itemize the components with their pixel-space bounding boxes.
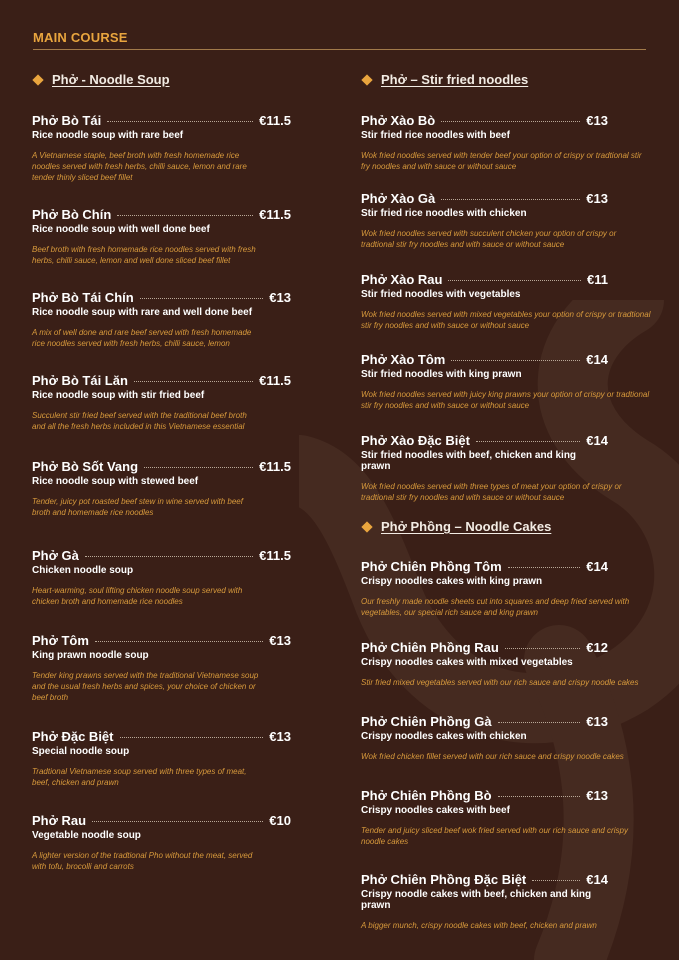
item-subtitle: Rice noodle soup with rare beef — [32, 130, 184, 141]
item-subtitle: Stir fried noodles with vegetables — [361, 289, 521, 300]
menu-item — [361, 788, 628, 847]
item-price: €11.5 — [259, 373, 291, 388]
dot-leader — [140, 298, 264, 299]
item-price: €14 — [586, 559, 608, 574]
dot-leader — [134, 381, 253, 382]
menu-item — [361, 714, 624, 762]
item-price: €10 — [269, 813, 291, 828]
item-description: A lighter version of the tradtional Pho without the meat, served with tofu, brocolli and carrots — [32, 851, 253, 871]
item-description: Wok fried noodles served with mixed vegetables your option of crispy or tradtional stir fry noodles and with sauce or without sauce — [361, 310, 651, 330]
item-description: Tender king prawns served with the traditional Vietnamese soup and the usual fresh herbs and spices, your choice of chicken or beef broth — [32, 671, 259, 702]
item-description: Wok fried chicken fillet served with our rich sauce and crispy noodle cakes — [361, 752, 624, 761]
section-title: Phở Phồng – Noodle Cakes — [381, 519, 552, 534]
dot-leader — [448, 280, 581, 281]
menu-item — [361, 352, 650, 411]
item-name: Phở Xào Đặc Biệt — [361, 433, 470, 448]
item-name: Phở Chiên Phồng Đặc Biệt — [361, 872, 527, 887]
item-price: €14 — [586, 433, 608, 448]
item-description: Tender and juicy sliced beef wok fried served with our rich sauce and crispy noodle cakes — [361, 826, 628, 846]
item-description: Heart-warming, soul lifting chicken noodle soup served with chicken broth and homemade rice noodles — [32, 586, 243, 606]
item-description: Stir fried mixed vegetables served with our rich sauce and crispy noodle cakes — [361, 678, 639, 687]
menu-item — [32, 207, 291, 266]
item-subtitle: Rice noodle soup with rare and well done beef — [32, 307, 253, 318]
item-subtitle: Stir fried noodles with king prawn — [361, 369, 522, 380]
dot-leader — [85, 556, 253, 557]
item-name: Phở Xào Tôm — [361, 352, 446, 367]
item-price: €13 — [269, 290, 291, 305]
dot-leader — [498, 722, 581, 723]
item-subtitle: Crispy noodles cakes with king prawn — [361, 576, 543, 587]
menu-item — [361, 433, 622, 503]
item-name: Phở Bò Sốt Vang — [32, 459, 139, 474]
menu-item — [361, 872, 608, 931]
item-price: €13 — [269, 729, 291, 744]
dot-leader — [117, 215, 253, 216]
item-price: €11 — [587, 272, 608, 287]
dot-leader — [532, 880, 580, 881]
item-price: €12 — [586, 640, 608, 655]
section-heading-noodle-soup — [32, 72, 170, 87]
menu-item — [32, 633, 291, 703]
item-price: €11.5 — [259, 459, 291, 474]
menu-item — [361, 640, 639, 688]
item-name: Phở Gà — [32, 548, 79, 563]
item-description: Wok fried noodles served with three types of meat your option of crispy or tradtional stir fry noodles and with sauce or without sauce — [361, 482, 622, 502]
item-name: Phở Bò Tái Lăn — [32, 373, 128, 388]
item-description: Beef broth with fresh homemade rice noodles served with fresh herbs, chilli sauce, lemon and well done sliced beef fillet — [32, 245, 256, 265]
item-subtitle: Chicken noodle soup — [32, 565, 134, 576]
diamond-icon — [361, 521, 372, 532]
dot-leader — [498, 796, 581, 797]
dot-leader — [505, 648, 581, 649]
dot-leader — [441, 199, 580, 200]
dot-leader — [144, 467, 253, 468]
item-subtitle: Vegetable noodle soup — [32, 830, 141, 841]
menu-item — [32, 290, 291, 349]
item-price: €13 — [586, 113, 608, 128]
item-subtitle: Stir fried rice noodles with chicken — [361, 208, 527, 219]
section-title: Phở - Noodle Soup — [52, 72, 170, 87]
item-subtitle: Rice noodle soup with stewed beef — [32, 476, 199, 487]
item-name: Phở Rau — [32, 813, 87, 828]
header-title: MAIN COURSE — [33, 30, 128, 45]
item-subtitle: Rice noodle soup with stir fried beef — [32, 390, 205, 401]
item-subtitle: King prawn noodle soup — [32, 650, 149, 661]
item-name: Phở Xào Bò — [361, 113, 436, 128]
item-subtitle: Crispy noodles cakes with beef — [361, 805, 510, 816]
item-price: €13 — [586, 191, 608, 206]
menu-item — [32, 729, 291, 788]
item-description: A bigger munch, crispy noodle cakes with beef, chicken and prawn — [361, 921, 597, 930]
item-price: €11.5 — [259, 548, 291, 563]
menu-item — [32, 113, 291, 183]
section-heading-noodle-cakes — [361, 519, 551, 534]
menu-item — [32, 459, 291, 518]
item-description: Wok fried noodles served with juicy king prawns your option of crispy or tradtional stir fry noodles and with sauce or without sauce — [361, 390, 650, 410]
item-name: Phở Chiên Phồng Bò — [361, 788, 492, 803]
menu-item — [32, 548, 291, 607]
menu-item — [32, 813, 291, 872]
item-description: Our freshly made noodle sheets cut into squares and deep fried served with vegetables, our special rich sauce and king prawn — [361, 597, 630, 617]
item-name: Phở Chiên Phồng Rau — [361, 640, 499, 655]
dot-leader — [107, 121, 253, 122]
diamond-icon — [361, 74, 372, 85]
item-description: Tender, juicy pot roasted beef stew in wine served with beef broth and homemade rice noodles — [32, 497, 243, 517]
item-price: €14 — [586, 872, 608, 887]
section-heading-stir-fried — [361, 72, 528, 87]
item-subtitle: Rice noodle soup with well done beef — [32, 224, 210, 235]
dot-leader — [508, 567, 581, 568]
dot-leader — [92, 821, 263, 822]
menu-item — [361, 191, 617, 250]
item-price: €13 — [586, 714, 608, 729]
item-price: €13 — [269, 633, 291, 648]
item-subtitle: Stir fried rice noodles with beef — [361, 130, 510, 141]
item-name: Phở Xào Rau — [361, 272, 443, 287]
item-subtitle: Crispy noodles cakes with mixed vegetables — [361, 657, 573, 668]
item-name: Phở Tôm — [32, 633, 89, 648]
item-name: Phở Đặc Biệt — [32, 729, 114, 744]
item-description: Tradtional Vietnamese soup served with three types of meat, beef, chicken and prawn — [32, 767, 247, 787]
item-name: Phở Chiên Phồng Tôm — [361, 559, 502, 574]
item-subtitle: Crispy noodles cakes with chicken — [361, 731, 527, 742]
item-price: €11.5 — [259, 113, 291, 128]
item-name: Phở Bò Tái Chín — [32, 290, 134, 305]
dot-leader — [441, 121, 580, 122]
item-subtitle: Crispy noodle cakes with beef, chicken and king prawn — [361, 889, 592, 911]
item-description: Wok fried noodles served with succulent chicken your option of crispy or tradtional stir fry noodles and with sauce or without sauce — [361, 229, 617, 249]
item-name: Phở Xào Gà — [361, 191, 436, 206]
diamond-icon — [32, 74, 43, 85]
dot-leader — [120, 737, 264, 738]
menu-item — [361, 559, 630, 618]
menu-item — [361, 272, 651, 331]
dot-leader — [476, 441, 580, 442]
item-description: A Vietnamese staple, beef broth with fresh homemade rice noodles served with fresh herbs, chilli sauce, lemon and rare tender thinly sliced beef fillet — [32, 151, 247, 182]
dot-leader — [451, 360, 580, 361]
item-price: €13 — [586, 788, 608, 803]
item-description: Wok fried noodles served with tender beef your option of crispy or tradtional stir fry noodles and with sauce or without sauce — [361, 151, 642, 171]
item-subtitle: Special noodle soup — [32, 746, 130, 757]
item-price: €14 — [586, 352, 608, 367]
item-name: Phở Bò Chín — [32, 207, 112, 222]
item-name: Phở Chiên Phồng Gà — [361, 714, 492, 729]
item-price: €11.5 — [259, 207, 291, 222]
dot-leader — [95, 641, 263, 642]
item-description: Succulent stir fried beef served with the traditional beef broth and all the fresh herbs included in this Vietnamese essential — [32, 411, 247, 431]
item-subtitle: Stir fried noodles with beef, chicken and king prawn — [361, 450, 577, 472]
section-title: Phở – Stir fried noodles — [381, 72, 529, 87]
menu-item — [361, 113, 642, 172]
menu-item — [32, 373, 291, 432]
item-description: A mix of well done and rare beef served with fresh homemade rice noodles served with fresh herbs, chilli sauce, lemon — [32, 328, 252, 348]
item-name: Phở Bò Tái — [32, 113, 102, 128]
menu-header — [33, 30, 646, 50]
